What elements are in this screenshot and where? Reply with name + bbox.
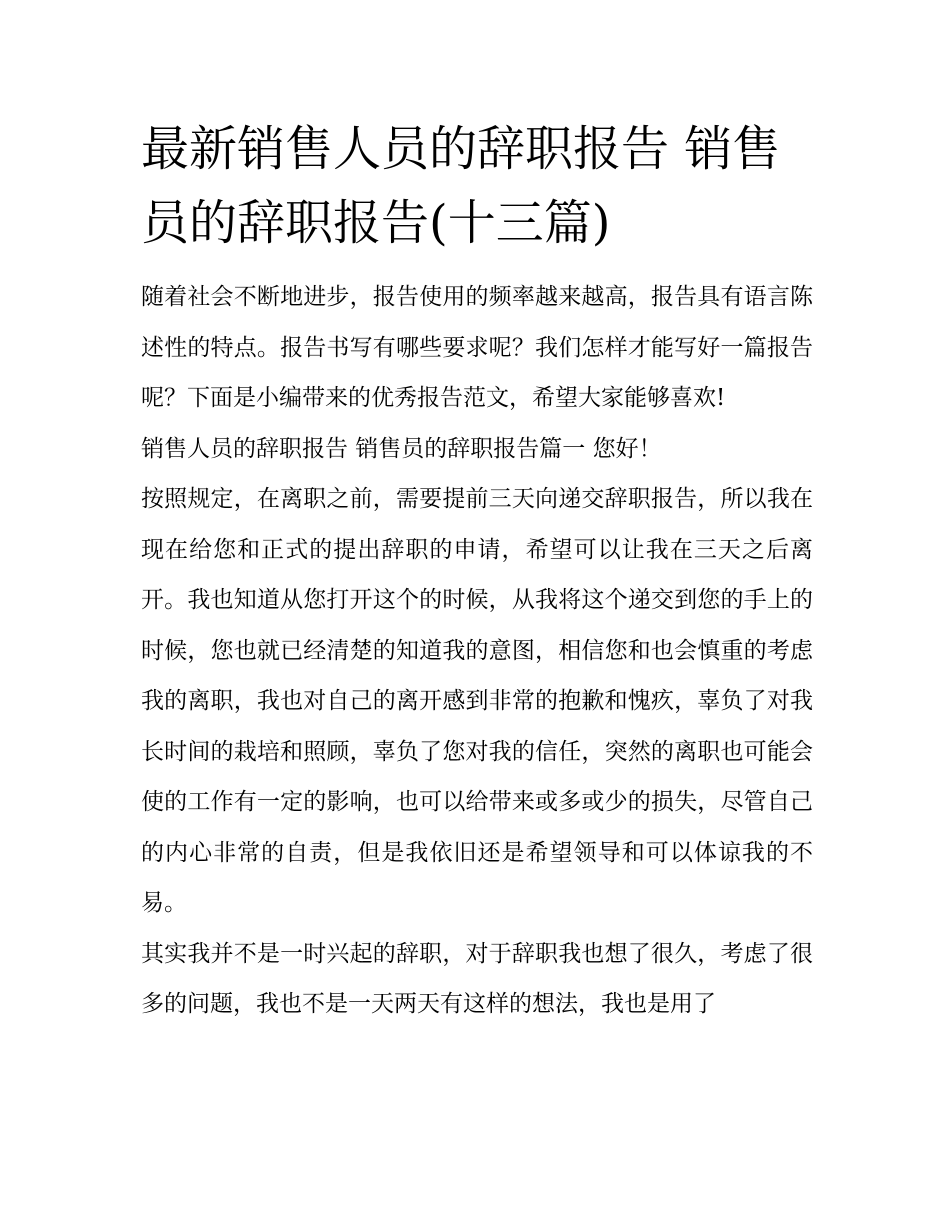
body-paragraph: 按照规定，在离职之前，需要提前三天向递交辞职报告，所以我在现在给您和正式的提出辞职的申请，希望可以让我在三天之后离开。我也知道从您打开这个的时候，从我将这个递交到您的手上的时候，您也就已经清楚的知道我的意图，相信您和也会慎重的考虑我的离职，我也对自己的离开感到非常的抱歉和愧疚，辜负了对我长时间的栽培和照顾，辜负了您对我的信任，突然的离职也可能会使的工作有一定的影响，也可以给带来或多或少的损失，尽管自己的内心非常的自责，但是我依旧还是希望领导和可以体谅我的不易。: [141, 486, 813, 916]
section-heading-paragraph: 销售人员的辞职报告 销售员的辞职报告篇一 您好！: [141, 435, 662, 462]
document-title: 最新销售人员的辞职报告 销售员的辞职报告(十三篇): [141, 121, 781, 251]
document-body: [141, 112, 813, 1030]
body-paragraph: 其实我并不是一时兴起的辞职，对于辞职我也想了很久，考虑了很多的问题，我也不是一天两天有这样的想法，我也是用了: [141, 940, 813, 1017]
intro-paragraph: 随着社会不断地进步，报告使用的频率越来越高，报告具有语言陈述性的特点。报告书写有哪些要求呢？我们怎样才能写好一篇报告呢？下面是小编带来的优秀报告范文，希望大家能够喜欢!: [141, 284, 813, 411]
